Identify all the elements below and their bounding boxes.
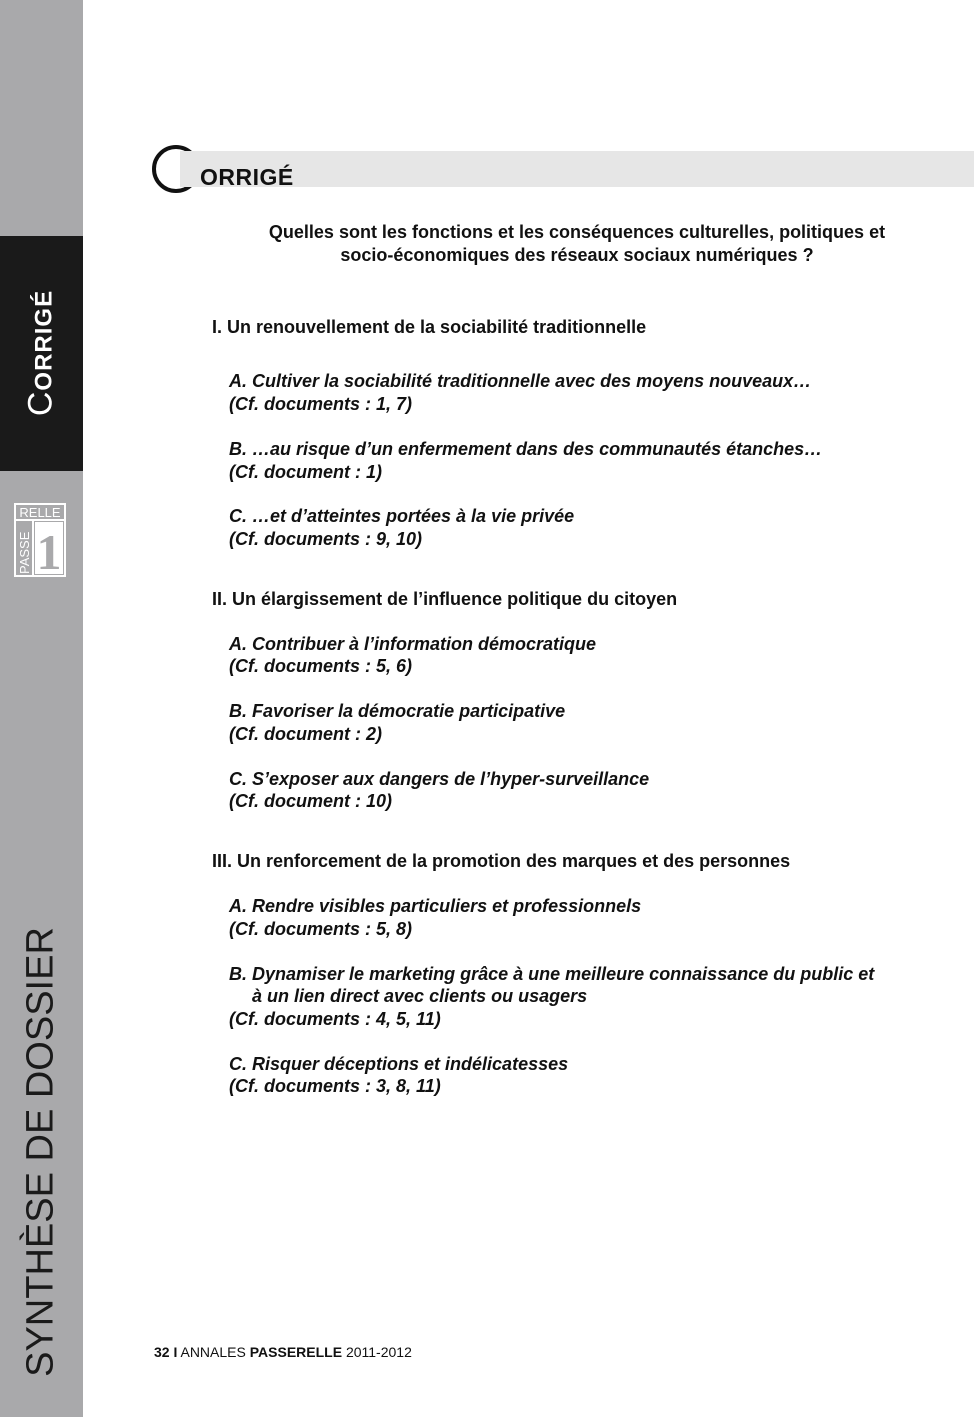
footer-annales: ANNALES [180, 1344, 246, 1360]
subsection-ref: (Cf. documents : 4, 5, 11) [229, 1009, 441, 1029]
subsection-ref: (Cf. documents : 5, 8) [229, 919, 413, 939]
subsection-title: C. …et d’atteintes portées à la vie privée [229, 506, 575, 526]
section-title: III. Un renforcement de la promotion des marques et des personnes [212, 851, 791, 871]
subsection-ref: (Cf. documents : 5, 6) [229, 656, 413, 676]
subsection-title: B. …au risque d’un enfermement dans des communautés étanches… [229, 439, 823, 459]
subsection-ref: (Cf. document : 2) [229, 724, 382, 744]
section-tab-initial: C [21, 390, 60, 417]
logo-number: 1 [36, 524, 62, 577]
subsection-title: B. Favoriser la démocratie participative [229, 701, 566, 721]
section-tab-label [22, 290, 61, 416]
subsection-ref: (Cf. documents : 3, 8, 11) [229, 1076, 441, 1096]
subsection-ref: (Cf. document : 10) [229, 791, 393, 811]
footer-separator: I [173, 1344, 178, 1360]
sidebar-bottom-label: SYNTHÈSE DE DOSSIER [19, 927, 62, 1377]
subsection-title: A. Cultiver la sociabilité traditionnelle avec des moyens nouveaux… [229, 371, 812, 391]
subsection-ref: (Cf. documents : 9, 10) [229, 529, 423, 549]
question-line-2: socio-économiques des réseaux sociaux numériques ? [340, 245, 814, 265]
footer-brand [246, 1344, 342, 1360]
section-tab-rest: ORRIGÉ [30, 289, 58, 391]
subsection-title: B. Dynamiser le marketing grâce à une meilleure connaissance du public et [229, 964, 875, 984]
subsection-title: A. Contribuer à l’information démocratique [229, 634, 597, 654]
footer-years: 2011-2012 [345, 1344, 412, 1360]
title-ring-mask [180, 151, 200, 187]
subsection-title-continued: à un lien direct avec clients ou usagers [252, 986, 588, 1006]
logo-top-text: RELLE [19, 505, 61, 520]
passerelle-logo-icon [14, 503, 66, 577]
section-title: II. Un élargissement de l’influence politique du citoyen [212, 589, 678, 609]
section-title: I. Un renouvellement de la sociabilité traditionnelle [212, 317, 647, 337]
footer-brand-text: PASSERELLE [249, 1344, 343, 1360]
subsection-ref: (Cf. documents : 1, 7) [229, 394, 413, 414]
title-bar [180, 151, 974, 187]
subsection-title: A. Rendre visibles particuliers et professionnels [229, 896, 642, 916]
subsection-ref: (Cf. document : 1) [229, 462, 382, 482]
page-footer [154, 1344, 412, 1360]
subsection-title: C. S’exposer aux dangers de l’hyper-surveillance [229, 769, 650, 789]
question-line-1: Quelles sont les fonctions et les conséquences culturelles, politiques et [268, 222, 886, 242]
question [180, 221, 974, 267]
page-number: 32 [154, 1344, 170, 1360]
page-title: ORRIGÉ [200, 164, 294, 190]
logo-side-text: PASSE [17, 531, 32, 574]
subsection-title: C. Risquer déceptions et indélicatesses [229, 1054, 569, 1074]
